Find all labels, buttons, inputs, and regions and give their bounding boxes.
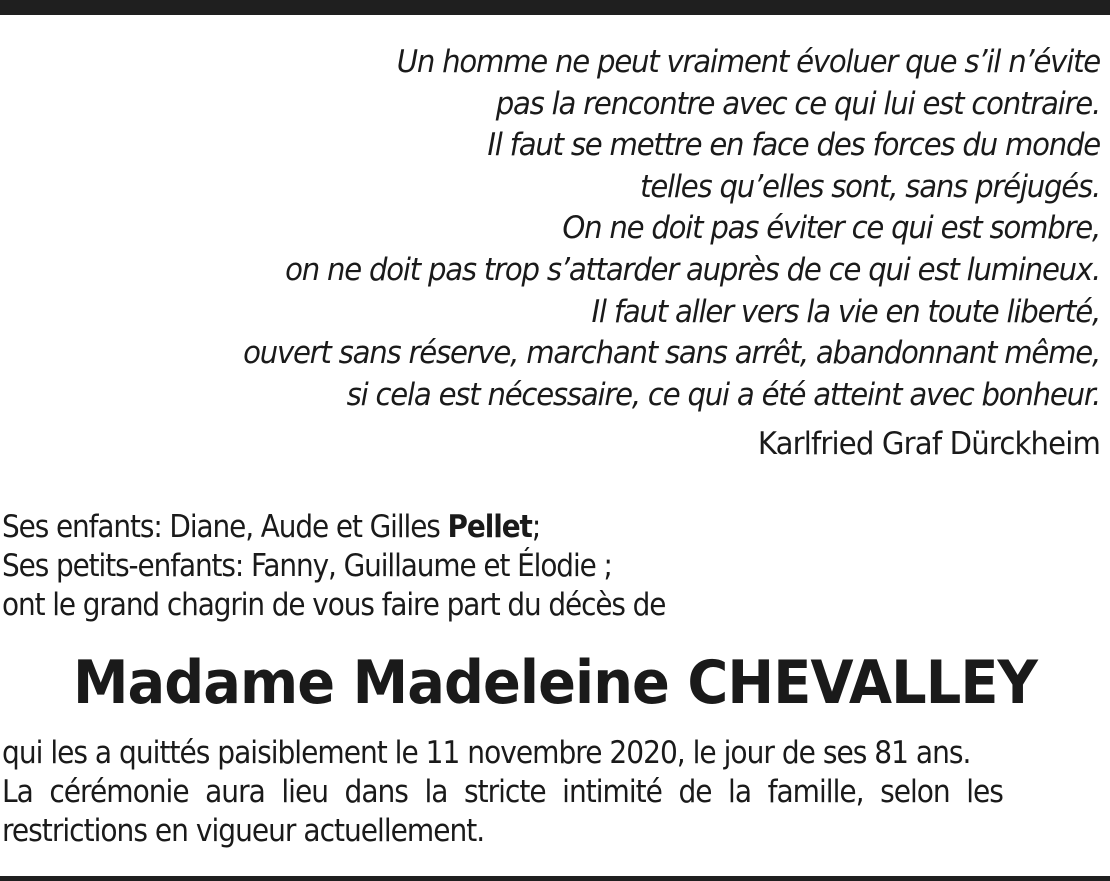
quote-line: ouvert sans réserve, marchant sans arrêt, abandonnant même, bbox=[243, 335, 1100, 372]
ceremony-details bbox=[2, 734, 1003, 851]
children-surname: Pellet bbox=[447, 509, 532, 545]
children-punctuation: ; bbox=[531, 509, 541, 545]
family-announcement bbox=[2, 508, 665, 625]
top-border-rule bbox=[0, 0, 1110, 15]
announcement-line: ont le grand chagrin de vous faire part du décès de bbox=[2, 587, 666, 623]
deceased-name: Madame Madeleine CHEVALLEY bbox=[72, 648, 1038, 718]
quote-line: Un homme ne peut vraiment évoluer que s’il n’évite bbox=[396, 44, 1100, 80]
epigraph-quote bbox=[75, 42, 1100, 416]
details-line: qui les a quittés paisiblement le 11 novembre 2020, le jour de ses 81 ans. bbox=[2, 735, 971, 771]
quote-line: si cela est nécessaire, ce qui a été atteint avec bonheur. bbox=[346, 376, 1100, 413]
quote-line: Il faut se mettre en face des forces du monde bbox=[487, 127, 1101, 164]
bottom-border-rule bbox=[0, 876, 1110, 881]
quote-line: telles qu’elles sont, sans préjugés. bbox=[640, 168, 1100, 205]
quote-line: on ne doit pas trop s’attarder auprès de ce qui est lumineux. bbox=[285, 251, 1100, 288]
grandchildren-line: Ses petits-enfants: Fanny, Guillaume et Élodie ; bbox=[2, 548, 612, 584]
quote-line: Il faut aller vers la vie en toute liberté, bbox=[591, 293, 1100, 330]
details-line: La cérémonie aura lieu dans la stricte intimité de la famille, selon les bbox=[2, 774, 1003, 810]
details-line: restrictions en vigueur actuellement. bbox=[2, 813, 485, 849]
quote-author: Karlfried Graf Dürckheim bbox=[757, 426, 1100, 462]
children-names: Ses enfants: Diane, Aude et Gilles bbox=[2, 509, 448, 545]
quote-line: pas la rencontre avec ce qui lui est contraire. bbox=[495, 85, 1100, 122]
children-line bbox=[2, 508, 665, 547]
quote-line: On ne doit pas éviter ce qui est sombre, bbox=[562, 210, 1100, 247]
